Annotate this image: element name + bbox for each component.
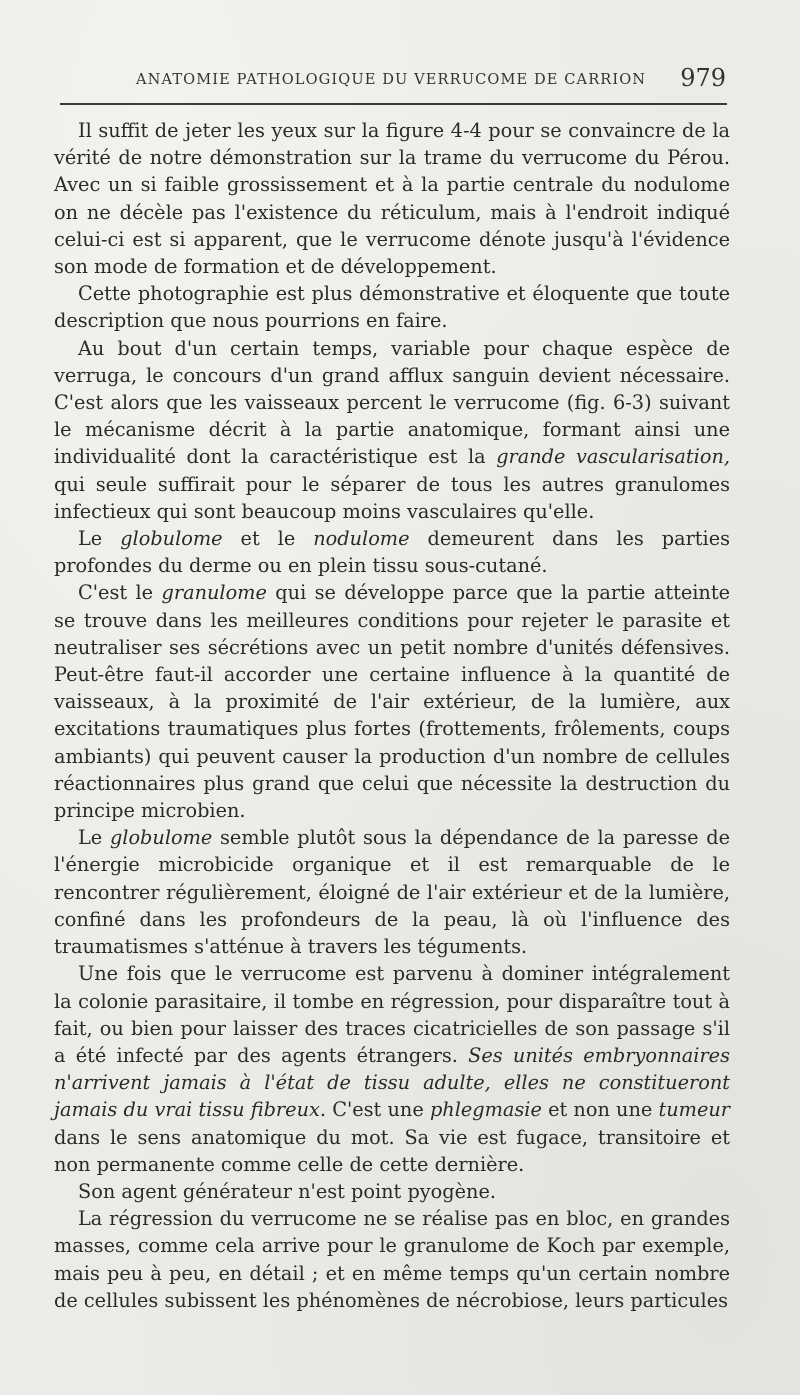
paragraph-5-text-b: qui se développe parce que la partie atteinte se trouve dans les meilleures conditions pour rejeter le parasite et neutraliser ses sécrétions avec un petit nombre d'unités défensives. Peut-être faut-il accorder une certaine influence à la quantité de vaisseaux, à la proximité de l'air extérieur, de la lumière, aux excitations traumatiques plus fortes (frottements, frôlements, coups ambiants) qui peuvent causer la production d'un nombre de cellules réactionnaires plus grand que celui que nécessite la destruction du principe microbien.: [54, 581, 730, 823]
paragraph-5-emphasis: granulome: [161, 581, 267, 605]
paragraph-7-emphasis-3: tumeur: [658, 1098, 730, 1122]
paragraph-1: Il suffit de jeter les yeux sur la figure 4-4 pour se convaincre de la vérité de notre démonstration sur la trame du verrucome du Pérou. Avec un si faible grossissement et à la partie centrale du nodulome on ne décèle pas l'existence du réticulum, mais à l'endroit indiqué celui-ci est si apparent, que le verrucome dénote jusqu'à l'évidence son mode de formation et de développement.: [54, 119, 730, 279]
paragraph-6-emphasis: globulome: [109, 826, 213, 850]
paragraph-7-emphasis-1: Ses unités embryonnaires n'arrivent jamais à l'état de tissu adulte, elles ne constitueront jamais du vrai tissu fibreux.: [54, 1043, 730, 1122]
paragraph-4-emphasis-1: globulome: [120, 527, 223, 551]
paragraph-9: La régression du verrucome ne se réalise pas en bloc, en grandes masses, comme cela arrive pour le granulome de Koch par exemple, mais peu à peu, en détail ; et en même temps qu'un certain nombre de cellules subissent les phénomènes de nécrobiose, leurs particules: [54, 1207, 730, 1312]
paragraph-4: [54, 525, 730, 579]
paragraph-4-emphasis-2: nodulome: [313, 527, 410, 551]
paragraph-3: [54, 335, 730, 525]
paragraph-6-text-a: Le: [78, 826, 110, 850]
paragraph-4-text-b: et le: [222, 527, 314, 551]
paragraph-7-text-d: dans le sens anatomique du mot. Sa vie est fugace, transitoire et non permanente comme celle de cette dernière.: [54, 1125, 730, 1176]
paragraph-3-emphasis: grande vascularisation,: [496, 445, 730, 469]
page-number: 979: [680, 64, 726, 92]
running-head: [54, 62, 730, 98]
paragraph-7-text-c: et non une: [541, 1098, 659, 1122]
paragraph-5-text-a: C'est le: [78, 581, 162, 605]
paragraph-7-text-a: Une fois que le verrucome est parvenu à dominer intégralement la colonie parasitaire, il tombe en régression, pour disparaître tout à fait, ou bien pour laisser des traces cicatricielles de son passage s'il a été infecté par des agents étrangers.: [54, 962, 730, 1067]
paragraph-7-emphasis-2: phlegmasie: [429, 1098, 542, 1122]
paragraph-3-text-b: qui seule suffirait pour le séparer de tous les autres granulomes infectieux qui sont beaucoup moins vasculaires qu'elle.: [54, 472, 730, 523]
paragraph-4-text-a: Le: [78, 527, 121, 551]
paragraph-8: Son agent générateur n'est point pyogène.: [78, 1179, 496, 1203]
paragraph-6-text-b: semble plutôt sous la dépendance de la paresse de l'énergie microbicide organique et il est remarquable de le rencontrer régulièrement, éloigné de l'air extérieur et de la lumière, confiné dans les profondeurs de la peau, là où l'influence des traumatismes s'atténue à travers les téguments.: [54, 826, 731, 959]
body-text: [54, 117, 730, 1314]
paragraph-7-text-b: C'est une: [326, 1098, 430, 1122]
running-title: ANATOMIE PATHOLOGIQUE DU VERRUCOME DE CARRION: [136, 71, 647, 88]
paragraph-5: [54, 579, 730, 824]
paragraph-2: Cette photographie est plus démonstrative et éloquente que toute description que nous pourrions en faire.: [54, 282, 730, 333]
paragraph-6: [54, 824, 730, 960]
paragraph-7: [54, 960, 730, 1178]
paragraph-3-text-a: Au bout d'un certain temps, variable pour chaque espèce de verruga, le concours d'un grand afflux sanguin devient nécessaire. C'est alors que les vaisseaux percent le verrucome (fig. 6-3) suivant le mécanisme décrit à la partie anatomique, formant ainsi une individualité dont la caractéristique est la: [54, 336, 730, 469]
header-rule: [60, 103, 727, 105]
paragraph-4-text-c: demeurent dans les parties profondes du derme ou en plein tissu sous-cutané.: [54, 527, 731, 578]
